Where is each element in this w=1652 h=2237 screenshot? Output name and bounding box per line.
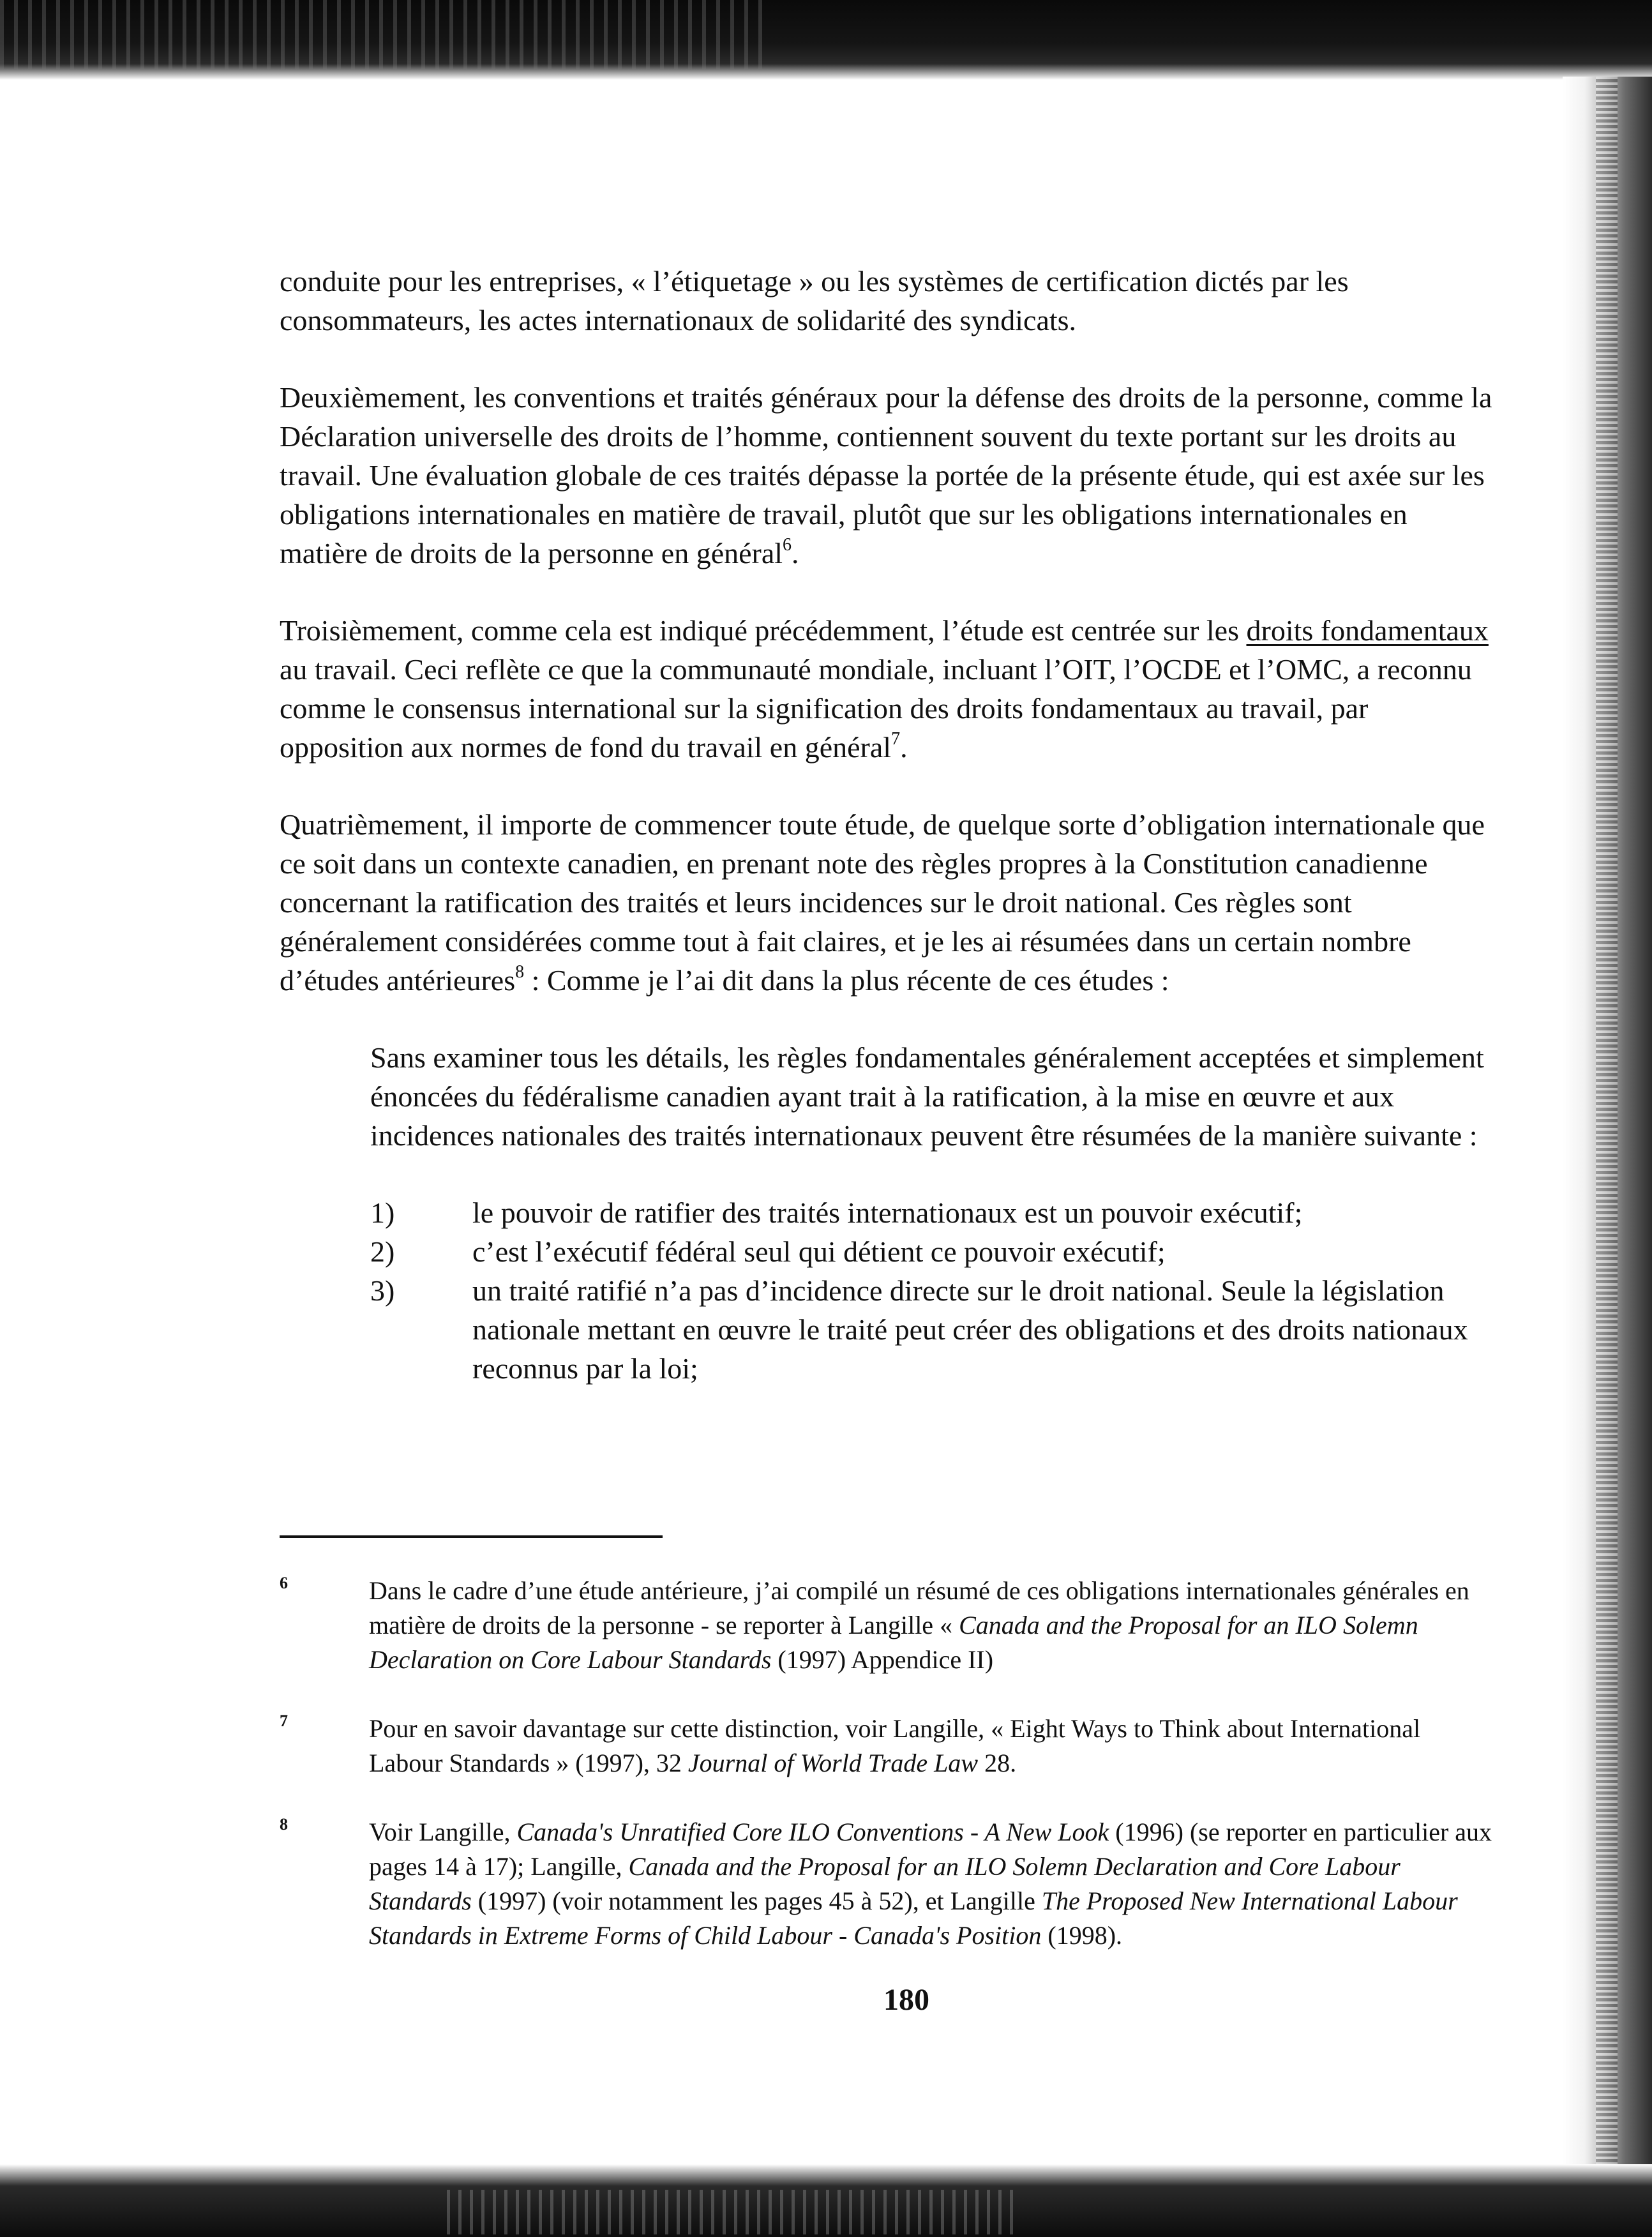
footnote-text-part: Pour en savoir davantage sur cette distinction, voir Langille, « Eight Ways to Think about International Labour Standards » (1997), 32	[369, 1714, 1421, 1777]
list-item-number: 3)	[370, 1274, 395, 1307]
list-item-number: 2)	[370, 1235, 395, 1268]
footnote-title: Canada and the Proposal for an ILO Solemn Declaration and Core Labour Standards	[369, 1852, 1400, 1915]
footnote-text	[369, 1712, 1492, 1781]
footnote-text	[369, 1815, 1492, 1953]
page-body	[280, 262, 1492, 1388]
footnote-title: Canada's Unratified Core ILO Conventions - A New Look	[516, 1818, 1109, 1846]
footnote-mark: 6	[280, 1574, 288, 1592]
list-item-text: un traité ratifié n’a pas d’incidence directe sur le droit national. Seule la législation nationale mettant en œuvre le traité peut créer des obligations et des droits nationaux reconnus par la loi;	[472, 1274, 1468, 1385]
scan-edge-top	[0, 0, 1652, 80]
footnote-ref-6: 6	[783, 534, 792, 555]
footnote-6	[280, 1574, 1492, 1677]
list-item	[370, 1232, 1492, 1271]
footnote-text-part: Dans le cadre d’une étude antérieure, j’ai compilé un résumé de ces obligations internationales générales en matière de droits de la personne - se reporter à Langille «	[369, 1576, 1469, 1639]
footnote-title: Journal of World Trade Law	[687, 1749, 979, 1777]
paragraph-3	[280, 611, 1492, 767]
underlined-phrase: droits fondamentaux	[1246, 614, 1489, 647]
paragraph-2-text: Deuxièmement, les conventions et traités généraux pour la défense des droits de la personne, comme la Déclaration universelle des droits de l’homme, contiennent souvent du texte portant sur les droits au travail. Une évaluation globale de ces traités dépasse la portée de la présente étude, qui est axée sur les obligations internationales en matière de travail, plutôt que sur les obligations internationales en matière de droits de la personne en général	[280, 381, 1492, 569]
footnote-title: Canada and the Proposal for an ILO Solemn Declaration on Core Labour Standards	[369, 1611, 1418, 1674]
footnote-text-part: (1997) (voir notamment les pages 45 à 52), et Langille	[471, 1887, 1042, 1915]
list-item	[370, 1193, 1492, 1232]
footnote-7	[280, 1712, 1492, 1781]
footnote-separator	[280, 1535, 663, 1538]
paragraph-4-text: Quatrièmement, il importe de commencer toute étude, de quelque sorte d’obligation internationale que ce soit dans un contexte canadien, en prenant note des règles propres à la Constitution canadienne concernant la ratification des traités et leurs incidences sur le droit national. Ces règles sont généralement considérées comme tout à fait claires, et je les ai résumées dans un certain nombre d’études antérieures	[280, 808, 1485, 997]
quote-intro: Sans examiner tous les détails, les règles fondamentales généralement acceptées et simplement énoncées du fédéralisme canadien ayant trait à la ratification, à la mise en œuvre et aux incidences nationales des traités internationaux peuvent être résumées de la manière suivante :	[370, 1041, 1484, 1152]
scan-edge-right	[1563, 77, 1652, 2164]
paragraph-4-end: : Comme je l’ai dit dans la plus récente de ces études :	[524, 964, 1169, 997]
footnote-text-part: Voir Langille,	[369, 1818, 517, 1846]
paragraph-3-end: .	[900, 731, 908, 764]
footnote-ref-8: 8	[515, 961, 525, 982]
paragraph-2-end: .	[792, 537, 799, 569]
footnote-text-part: (1997) Appendice II)	[771, 1645, 994, 1674]
footnote-8	[280, 1815, 1492, 1953]
scan-edge-bottom	[0, 2164, 1652, 2237]
footnote-title: The Proposed New International Labour Standards in Extreme Forms of Child Labour - Canada's Position	[369, 1887, 1458, 1950]
footnote-text	[369, 1574, 1492, 1677]
footnote-text-part: 28.	[978, 1749, 1017, 1777]
footnote-text-part: (1998).	[1041, 1921, 1123, 1950]
paragraph-2	[280, 378, 1492, 573]
list-item-text: c’est l’exécutif fédéral seul qui détient ce pouvoir exécutif;	[472, 1235, 1166, 1268]
footnote-text-part: (1996) (se reporter en particulier aux pages 14 à 17); Langille,	[369, 1818, 1492, 1881]
page-number: 180	[883, 1983, 929, 2017]
block-quote	[370, 1038, 1492, 1388]
list-item	[370, 1271, 1492, 1388]
footnote-ref-7: 7	[891, 728, 901, 749]
list-item-text: le pouvoir de ratifier des traités internationaux est un pouvoir exécutif;	[472, 1196, 1303, 1229]
paragraph-1: conduite pour les entreprises, « l’étiquetage » ou les systèmes de certification dictés par les consommateurs, les actes internationaux de solidarité des syndicats.	[280, 265, 1349, 336]
footnote-mark: 8	[280, 1815, 288, 1834]
paragraph-3-start: Troisièmement, comme cela est indiqué précédemment, l’étude est centrée sur les	[280, 614, 1247, 647]
paragraph-4	[280, 805, 1492, 1000]
rules-list	[370, 1193, 1492, 1388]
list-item-number: 1)	[370, 1196, 395, 1229]
paragraph-3-rest: au travail. Ceci reflète ce que la communauté mondiale, incluant l’OIT, l’OCDE et l’OMC, a reconnu comme le consensus international sur la signification des droits fondamentaux au travail, par opposition aux normes de fond du travail en général	[280, 653, 1472, 764]
footnotes	[280, 1574, 1492, 1987]
footnote-mark: 7	[280, 1712, 288, 1730]
